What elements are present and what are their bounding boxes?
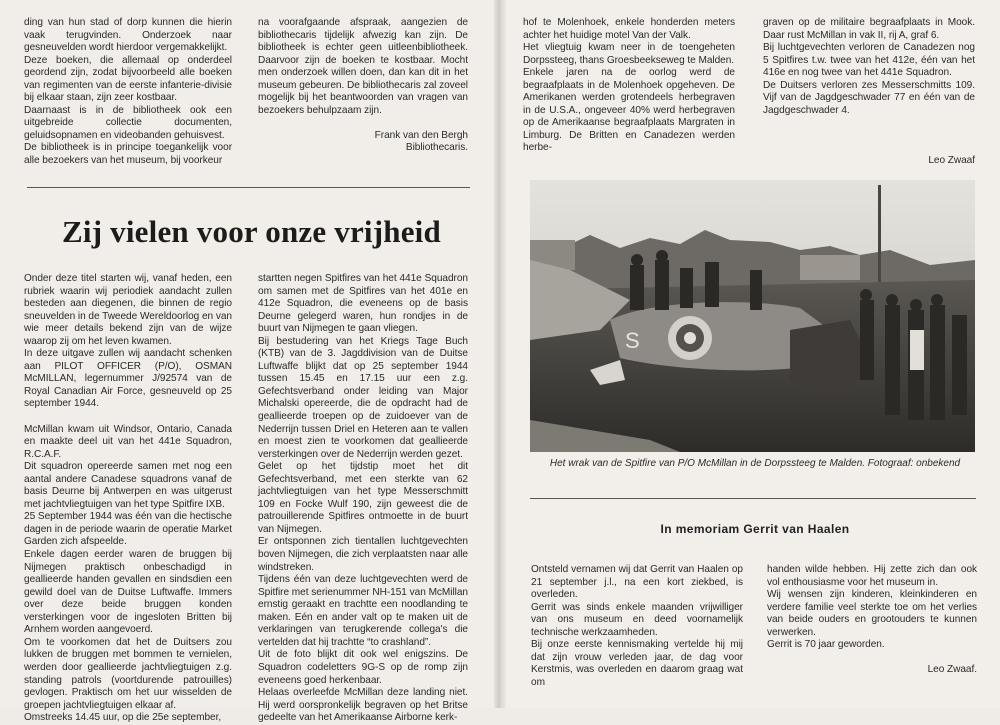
paragraph: Gelet op het tijdstip moet het dit Gefechtsverband, met een sterkte van 62 jachtvliegtuigen van het type Messerschmitt 109 en Focke Wulf 190, zijn geweest die de patrouillerende Spitfires ontmoette in de buurt van Nijmegen. [258,461,468,535]
paragraph: Daarnaast is in de bibliotheek ook een uitgebreide collectie documenten, geluidsopnamen en videobanden gehuisvest. [24,104,232,141]
photo-image [530,180,975,452]
paragraph: Er ontsponnen zich tientallen luchtgevechten boven Nijmegen, die zich verplaatsten naar alle windstreken. [258,536,468,573]
paragraph: handen wilde hebben. Hij zette zich dan ook vol enthousiasme voor het museum in. [767,564,977,588]
article-continued-col1 [523,17,735,155]
article-col1 [24,273,232,725]
paragraph: Bij bestudering van het Kriegs Tage Buch (KTB) van de 3. Jagddivision van de Duitse Luftwaffe blijkt dat op 25 september 1944 tussen 15.45 en 17.15 uur een z.g. Gefechtsverband onder leiding van Major Michalski opereerde, die de opdracht had de geallieerde troepen op de zuidoever van de Nederrijn tussen Driel en Heteren aan te vallen en moest zien te voorkomen dat geallieerde versterkingen over de Nederrijn werden gezet. [258,335,468,460]
paragraph: Enkele jaren na de oorlog werd de begraafplaats in de Molenhoek opgeheven. De Amerikanen werden grotendeels herbegraven in de U.S.A., ongeveer 40% werd herbegraven op de Amerikaanse begraafplaats Margraten in Limburg. De Britten en Canadezen werden herbe- [523,67,735,154]
paragraph: Onder deze titel starten wij, vanaf heden, een rubriek waarin wij periodiek aandacht zullen besteden aan diegenen, die binnen de regio sneuvelden in de Tweede Wereldoorlog en van wie meer details bekend zijn van de wijze waarop zij om het leven kwamen. [24,273,232,347]
paragraph: Helaas overleefde McMillan deze landing niet. Hij werd oorspronkelijk begraven op het Britse gedeelte van het Amerikaanse Airborne kerk- [258,687,468,724]
paragraph: Ontsteld vernamen wij dat Gerrit van Haalen op 21 september j.l., na een kort ziekbed, is overleden. [531,564,743,601]
paragraph: De bibliotheek is in principe toegankelijk voor alle bezoekers van het museum, bij voorkeur [24,142,232,167]
article-title: Zij vielen voor onze vrijheid [62,214,441,249]
paragraph: In deze uitgave zullen wij aandacht schenken aan PILOT OFFICER (P/O), OSMAN McMILLAN, legernummer J/92574 van de Royal Canadian Air Force, gesneuveld op 25 september 1944. [24,348,232,410]
section-divider [530,498,976,499]
paragraph: Deze boeken, die allemaal op onderdeel geordend zijn, zodat bijvoorbeeld alle boeken van regimenten van de eerste infanterie-divisie bij elkaar staan, zijn zeer kostbaar. [24,54,232,104]
paragraph: McMillan kwam uit Windsor, Ontario, Canada en maakte deel uit van het 441e Squadron, R.C.A.F. [24,423,232,460]
left-page [0,0,497,724]
paragraph: Bij onze eerste kennismaking vertelde hij mij dat zijn vrouw verleden jaar, de dag voor Kerstmis, was overleden en daarom graag wat om [531,639,743,688]
paragraph: Dit squadron opereerde samen met nog een aantal andere Canadese squadrons vanaf de basis Deurne bij Antwerpen en was uitgerust met jachtvliegtuigen van het type Spitfire IXB. [24,461,232,510]
signature: Leo Zwaaf. [927,663,977,675]
paragraph: startten negen Spitfires van het 441e Squadron om samen met de Spitfires van het 401e en 412e Squadron, die eveneens op de basis Deurne gelegerd waren, hun rondjes in de buurt van Nijmegen te gaan vliegen. [258,273,468,335]
paragraph: ding van hun stad of dorp kunnen die hierin vaak terugvinden. Onderzoek naar gesneuvelden wordt hierdoor vergemakkelijkt. [24,17,232,54]
paragraph: Enkele dagen eerder waren de bruggen bij Nijmegen praktisch onbeschadigd in geallieerde handen gevallen en sindsdien een gewild doel van de Duitse Luftwaffe. Immers over deze beide bruggen konden versterkingen voor de ingesloten Britten bij Arnhem worden aangevoerd. [24,549,232,636]
library-text-col2 [258,17,468,155]
paragraph: Het vliegtuig kwam neer in de toengeheten Dorpssteeg, thans Groesbeekseweg te Malden. [523,42,735,66]
paragraph: graven op de militaire begraafplaats in Mook. Daar rust McMillan in vak II, rij A, graf 6. [763,17,975,41]
paragraph: Bij luchtgevechten verloren de Canadezen nog 5 Spitfires t.w. twee van het 412e, één van het 416e en nog twee van het 441e Squadron. [763,42,975,79]
memoriam-col1 [531,564,743,689]
library-text-col1 [24,17,232,168]
code-letters: S [625,328,640,353]
paragraph: na voorafgaande afspraak, aangezien de bibliothecaris tijdelijk afwezig kan zijn. De bibliotheek is echter geen uitleenbibliotheek. Daarvoor zijn de boeken te kostbaar. Mocht men onderzoek willen doen, dan kan dit in het museum gebeuren. De bibliothecaris zal zoveel mogelijk bij het beantwoorden van vragen van bezoekers behulpzaam zijn. [258,17,468,116]
signature-name: Frank van den Bergh [374,129,468,141]
paragraph: Wij wensen zijn kinderen, kleinkinderen en verdere familie veel sterkte toe om het verlies van beide ouders en grootouders te kunnen verwerken. [767,589,977,638]
paragraph: hof te Molenhoek, enkele honderden meters achter het huidige motel Van der Valk. [523,17,735,41]
paragraph: Gerrit was sinds enkele maanden vrijwilliger van ons museum en deed voornamelijk technische werkzaamheden. [531,601,743,638]
memoriam-title: In memoriam Gerrit van Haalen [660,522,850,536]
signature-role: Bibliothecaris. [405,142,468,154]
paragraph: Omstreeks 14.45 uur, op die 25e september, [24,712,222,724]
paragraph: Om te voorkomen dat het de Duitsers zou lukken de bruggen met bommen te vernielen, werden door geallieerde jachtvliegtuigen z.g. standing patrols (voortdurende patrouilles) gevlogen. Praktisch om het uur wisselden de groepen jachtvliegtuigen elkaar af. [24,636,232,711]
article-col2 [258,273,468,725]
paragraph: Uit de foto blijkt dit ook wel enigszins. De Squadron codeletters 9G-S op de romp zijn eveneens goed herkenbaar. [258,649,468,686]
page-spine [494,0,506,708]
photo-caption: Het wrak van de Spitfire van P/O McMillan in de Dorpssteeg te Malden. Fotograaf: onbekend [549,458,961,469]
paragraph: 25 September 1944 was één van die hectische dagen in de periode waarin de operatie Market Garden zich afspeelde. [24,511,232,548]
section-divider [27,187,470,188]
article-continued-col2 [763,17,975,168]
paragraph: Tijdens één van deze luchtgevechten werd de Spitfire met serienummer NH-151 van McMillan ernstig geraakt en trachtte een noodlanding te maken. Eén en ander valt op te maken uit de verklaringen van terugkerende collega's die vertelden dat hij trachtte “to crashland”. [258,574,468,648]
paragraph: Gerrit is 70 jaar geworden. [767,639,885,651]
spitfire-wreck-photo [530,180,975,452]
paragraph: De Duitsers verloren zes Messerschmitts 109. Vijf van de Jagdgeschwader 77 en één van de Jagdgeschwader 4. [763,79,975,116]
signature: Leo Zwaaf [928,155,975,167]
memoriam-col2 [767,564,977,676]
